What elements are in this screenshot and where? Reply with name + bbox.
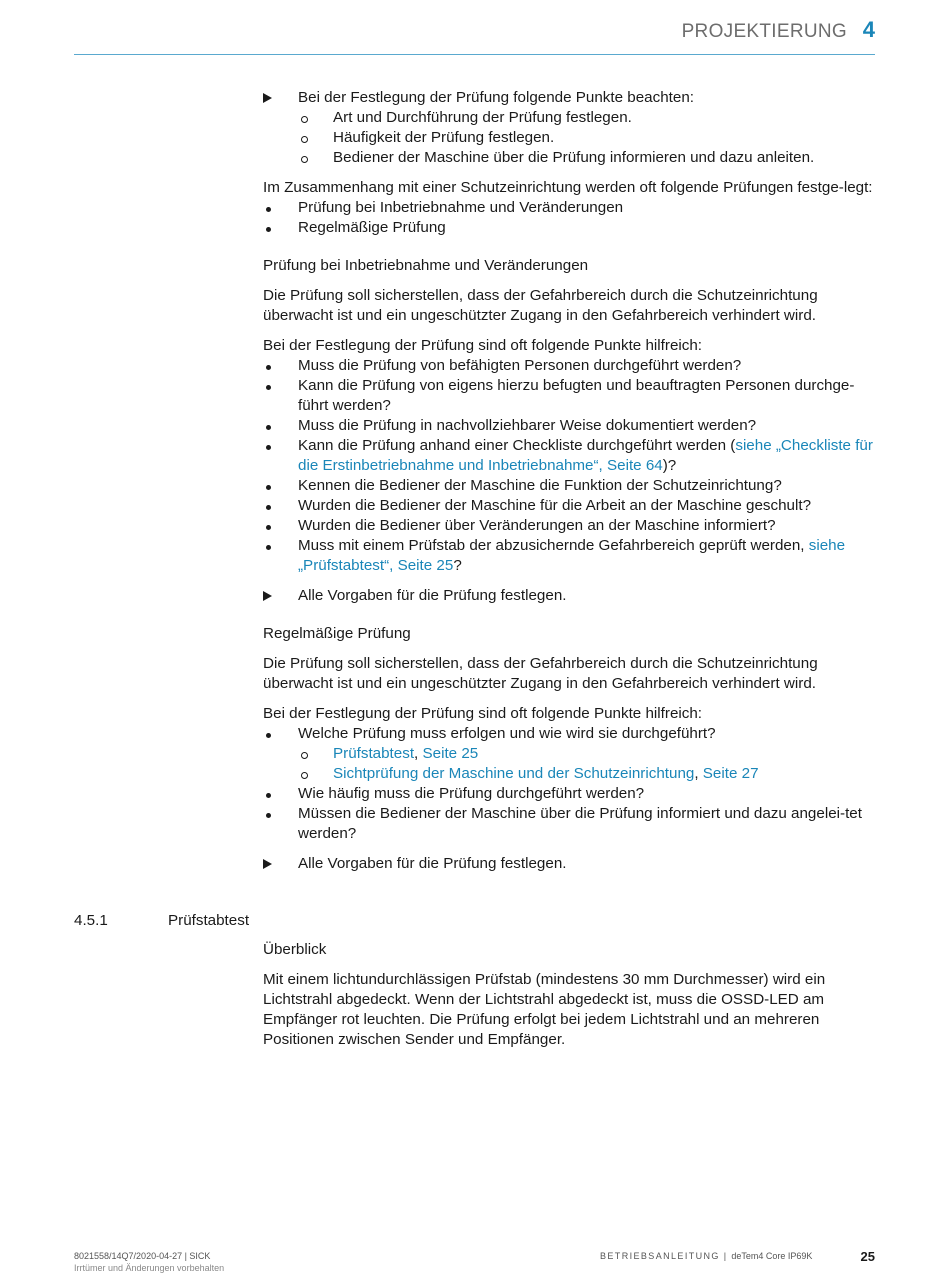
arrow-icon <box>263 859 272 869</box>
bullet-icon <box>266 365 271 370</box>
list-item: Muss die Prüfung in nachvollziehbarer Weise dokumentiert werden? <box>263 416 878 436</box>
paragraph: Die Prüfung soll sicherstellen, dass der Gefahrbereich durch die Schutzeinrichtung überwacht ist und ein ungeschützter Zugang in den Gefahrbereich verhindert wird. <box>263 287 818 324</box>
bullet-icon <box>266 545 271 550</box>
chapter-number: 4 <box>862 17 875 42</box>
page-link[interactable]: Seite 27 <box>702 765 759 782</box>
bullet-icon <box>266 485 271 490</box>
paragraph: Die Prüfung soll sicherstellen, dass der Gefahrbereich durch die Schutzeinrichtung überwacht ist und ein ungeschützter Zugang in den Gefahrbereich verhindert wird. <box>263 655 818 692</box>
circle-bullet-icon <box>301 156 308 163</box>
paragraph: Mit einem lichtundurchlässigen Prüfstab (mindestens 30 mm Durchmesser) wird ein Lichtstrahl abgedeckt. Wenn der Lichtstrahl abgedeckt ist, muss die OSSD-LED am Empfänger rot leuchten. Die Prüfung erfolgt bei jedem Lichtstrahl und an mehreren Positionen zwischen Sender und Empfänger. <box>263 971 826 1048</box>
sub-list-item: Art und Durchführung der Prüfung festlegen. <box>263 108 878 128</box>
arrow-icon <box>263 93 272 103</box>
section-number: 4.5.1 <box>74 912 108 929</box>
subheading: Überblick <box>263 941 327 958</box>
subheading: Regelmäßige Prüfung <box>263 625 411 642</box>
section-title: Prüfstabtest <box>168 912 250 929</box>
sub-list-item: Häufigkeit der Prüfung festlegen. <box>263 128 878 148</box>
instruction-item: Bei der Festlegung der Prüfung folgende Punkte beachten: <box>263 88 878 108</box>
list-item: Muss mit einem Prüfstab der abzusichernde Gefahrbereich geprüft werden, siehe „Prüfstabtest“, Seite 25? <box>263 536 878 576</box>
page-link[interactable]: Seite 25 <box>422 745 479 762</box>
intro-paragraph: Im Zusammenhang mit einer Schutzeinrichtung werden oft folgende Prüfungen festge-legt: <box>263 179 873 196</box>
list-item: Müssen die Bediener der Maschine über die Prüfung informiert und dazu angelei-tet werden? <box>263 804 878 844</box>
paragraph: Bei der Festlegung der Prüfung sind oft folgende Punkte hilfreich: <box>263 337 703 354</box>
list-item: Regelmäßige Prüfung <box>263 218 878 238</box>
sub-list-item: Sichtprüfung der Maschine und der Schutzeinrichtung, Seite 27 <box>263 764 878 784</box>
page-header <box>74 18 875 55</box>
list-item: Wurden die Bediener der Maschine für die Arbeit an der Maschine geschult? <box>263 496 878 516</box>
doc-id: 8021558/14Q7/2020-04-27 | SICK <box>74 1251 211 1261</box>
bullet-icon <box>266 525 271 530</box>
instruction-item: Alle Vorgaben für die Prüfung festlegen. <box>263 586 878 606</box>
list-item: Kennen die Bediener der Maschine die Funktion der Schutzeinrichtung? <box>263 476 878 496</box>
list-item: Kann die Prüfung von eigens hierzu befugten und beauftragten Personen durchge-führt werden? <box>263 376 878 416</box>
bullet-icon <box>266 505 271 510</box>
bullet-icon <box>266 385 271 390</box>
chapter-title: PROJEKTIERUNG <box>681 21 847 42</box>
sub-list-item: Bediener der Maschine über die Prüfung informieren und dazu anleiten. <box>263 148 878 168</box>
bullet-icon <box>266 733 271 738</box>
footer-doc-type: BETRIEBSANLEITUNG | deTem4 Core IP69K <box>600 1251 813 1261</box>
pruefstabtest-link[interactable]: siehe „Prüfstabtest“, Seite 25 <box>298 537 846 574</box>
section-content <box>263 940 878 1050</box>
product-name: deTem4 Core IP69K <box>731 1251 813 1261</box>
page-number: 25 <box>860 1249 875 1264</box>
checklist-link[interactable]: siehe „Checkliste für die Erstinbetriebnahme und Inbetriebnahme“, Seite 64 <box>298 437 873 474</box>
list-item: Prüfung bei Inbetriebnahme und Veränderungen <box>263 198 878 218</box>
circle-bullet-icon <box>301 752 308 759</box>
paragraph: Bei der Festlegung der Prüfung sind oft folgende Punkte hilfreich: <box>263 705 703 722</box>
sub-list-item: Prüfstabtest, Seite 25 <box>263 744 878 764</box>
circle-bullet-icon <box>301 772 308 779</box>
list-item: Wurden die Bediener über Veränderungen an der Maschine informiert? <box>263 516 878 536</box>
list-item: Kann die Prüfung anhand einer Checkliste durchgeführt werden (siehe „Checkliste für die Erstinbetriebnahme und Inbetriebnahme“, Seite 64)? <box>263 436 878 476</box>
bullet-icon <box>266 793 271 798</box>
sichtpruefung-link[interactable]: Sichtprüfung der Maschine und der Schutzeinrichtung <box>333 765 695 782</box>
list-item: Muss die Prüfung von befähigten Personen durchgeführt werden? <box>263 356 878 376</box>
arrow-icon <box>263 591 272 601</box>
bullet-icon <box>266 445 271 450</box>
circle-bullet-icon <box>301 136 308 143</box>
footer-doc-info <box>74 1250 224 1274</box>
subheading: Prüfung bei Inbetriebnahme und Veränderungen <box>263 257 589 274</box>
bullet-icon <box>266 207 271 212</box>
circle-bullet-icon <box>301 116 308 123</box>
bullet-icon <box>266 425 271 430</box>
pruefstabtest-link[interactable]: Prüfstabtest <box>333 745 415 762</box>
bullet-icon <box>266 813 271 818</box>
list-item: Wie häufig muss die Prüfung durchgeführt werden? <box>263 784 878 804</box>
bullet-icon <box>266 227 271 232</box>
list-item: Welche Prüfung muss erfolgen und wie wird sie durchgeführt? <box>263 724 878 744</box>
main-content <box>263 88 878 874</box>
instruction-item: Alle Vorgaben für die Prüfung festlegen. <box>263 854 878 874</box>
disclaimer: Irrtümer und Änderungen vorbehalten <box>74 1263 225 1273</box>
